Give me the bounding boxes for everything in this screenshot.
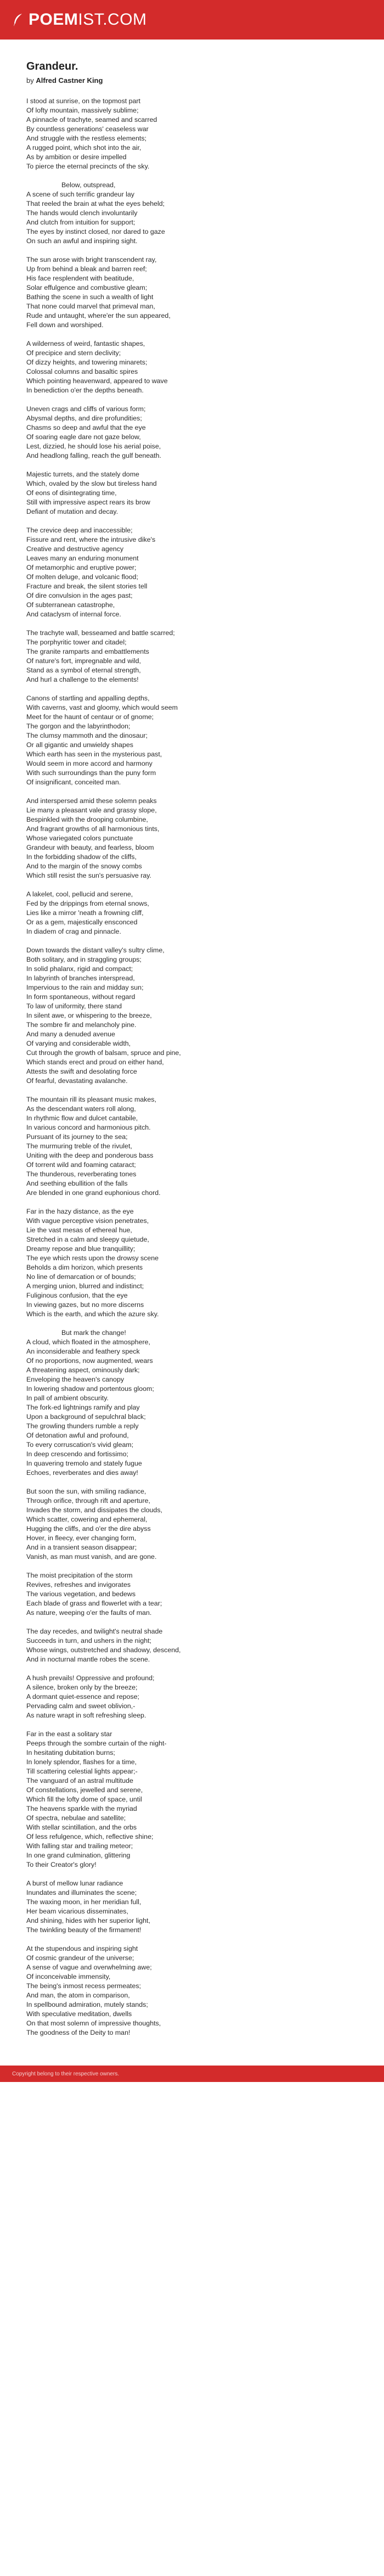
poem-line: An inconsiderable and feathery speck <box>26 1348 140 1355</box>
poem-line: Bespinkled with the drooping columbine, <box>26 816 148 823</box>
poem-line: By countless generations' ceaseless war <box>26 125 149 133</box>
poem-line: Inundates and illuminates the scene; <box>26 1889 137 1896</box>
poem-line: Of detonation awful and profound, <box>26 1432 129 1439</box>
author-link[interactable]: Alfred Castner King <box>36 76 103 85</box>
poem-line: As by ambition or desire impelled <box>26 153 127 161</box>
poem-line: A wilderness of weird, fantastic shapes, <box>26 340 145 347</box>
stanza <box>26 1095 358 1198</box>
poem-line: Whose variegated colors punctuate <box>26 834 133 842</box>
poem-line: Grandeur with beauty, and fearless, bloom <box>26 844 154 851</box>
poem-line: A scene of such terrific grandeur lay <box>26 190 134 198</box>
site-header <box>0 0 384 40</box>
poem-line: The day recedes, and twilight's neutral shade <box>26 1627 163 1635</box>
poem-line: Stand as a symbol of eternal strength, <box>26 666 141 674</box>
poem-line: Solar effulgence and combustive gleam; <box>26 284 148 291</box>
poem-line: In rhythmic flow and dulcet cantabile, <box>26 1114 138 1122</box>
poem-line: And in nocturnal mantle robes the scene. <box>26 1655 150 1663</box>
poem-line: Lie the vast mesas of ethereal hue, <box>26 1226 132 1234</box>
poem-line: In various concord and harmonious pitch. <box>26 1124 151 1131</box>
poem-line: In deep crescendo and fortissimo; <box>26 1450 128 1458</box>
poem-line: And interspersed amid these solemn peaks <box>26 797 157 805</box>
poem-line: Which earth has seen in the mysterious past, <box>26 750 162 758</box>
poem-line: The vanguard of an astral multitude <box>26 1777 133 1784</box>
poem-line: Of fearful, devastating avalanche. <box>26 1077 128 1085</box>
poem-line: Which, ovaled by the slow but tireless hand <box>26 480 157 487</box>
poem-title: Grandeur. <box>26 60 78 72</box>
logo-text-bold: POEM <box>29 10 78 29</box>
poem-line: The granite ramparts and embattlements <box>26 648 149 655</box>
poem-line: The eye which rests upon the drowsy scene <box>26 1254 159 1262</box>
poem-line: The trachyte wall, besseamed and battle scarred; <box>26 629 175 637</box>
poem-line: In quavering tremolo and stately fugue <box>26 1460 142 1467</box>
author-line <box>26 76 358 85</box>
poem-line: And many a denuded avenue <box>26 1030 115 1038</box>
stanza <box>26 1944 358 2038</box>
poem-line: Which still resist the sun's persuasive ray. <box>26 872 151 879</box>
poem-line: And struggle with the restless elements; <box>26 134 147 142</box>
poem-line: Or as a gem, majestically ensconced <box>26 918 138 926</box>
poem-line: Uneven crags and cliffs of various form; <box>26 405 146 413</box>
poem-line: Upon a background of sepulchral black; <box>26 1413 146 1421</box>
site-footer <box>0 2066 384 2082</box>
stanza <box>26 255 358 330</box>
by-label: by <box>26 76 34 85</box>
poem-line: Below, outspread, <box>61 181 116 189</box>
poem-line: Invades the storm, and dissipates the clouds, <box>26 1506 162 1514</box>
stanza <box>26 97 358 171</box>
poem-line: The fork-ed lightnings ramify and play <box>26 1404 140 1411</box>
poem-line: A dormant quiet-essence and repose; <box>26 1693 139 1701</box>
poem-line: Of varying and considerable width, <box>26 1040 131 1047</box>
poem-line: A burst of mellow lunar radiance <box>26 1879 123 1887</box>
poem-line: Creative and destructive agency <box>26 545 124 553</box>
poem-line: Each blade of grass and flowerlet with a tear; <box>26 1600 162 1607</box>
poem-line: Attests the swift and desolating force <box>26 1068 137 1075</box>
poem-line: Of precipice and stern declivity; <box>26 349 121 357</box>
poem-line: With caverns, vast and gloomy, which would seem <box>26 704 178 711</box>
poem-line: With stellar scintillation, and the orbs <box>26 1823 137 1831</box>
poem-line: And man, the atom in comparison, <box>26 1991 130 1999</box>
poem-line: Till scattering celestial lights appear;- <box>26 1767 138 1775</box>
poem-line: The clumsy mammoth and the dinosaur; <box>26 732 148 739</box>
stanza <box>26 1879 358 1935</box>
poem-line: A cloud, which floated in the atmosphere, <box>26 1338 150 1346</box>
poem-line: A sense of vague and overwhelming awe; <box>26 1963 152 1971</box>
stanza <box>26 470 358 517</box>
stanza <box>26 405 358 461</box>
poem-line: Of constellations, jewelled and serene, <box>26 1786 143 1794</box>
poem-line: And hurl a challenge to the elements! <box>26 676 139 683</box>
poem-line: The various vegetation, and bedews <box>26 1590 136 1598</box>
poem-line: Peeps through the sombre curtain of the night- <box>26 1739 167 1747</box>
poem-line: A lakelet, cool, pellucid and serene, <box>26 890 133 898</box>
poem-line: In spellbound admiration, mutely stands; <box>26 2001 148 2008</box>
poem-line: Fissure and rent, where the intrusive dike's <box>26 536 156 543</box>
poem-line: I stood at sunrise, on the topmost part <box>26 97 141 105</box>
stanza <box>26 946 358 1086</box>
stanza <box>26 1627 358 1664</box>
logo-text-light: IST.COM <box>78 10 147 29</box>
poem-line: Fed by the drippings from eternal snows, <box>26 900 149 907</box>
poem-line: And headlong falling, reach the gulf beneath. <box>26 452 161 459</box>
poem-line: Still with impressive aspect rears its brow <box>26 498 150 506</box>
poem-line: With speculative meditation, dwells <box>26 2010 132 2018</box>
poem-line: Rude and untaught, where'er the sun appeared, <box>26 312 171 319</box>
poem-line: Lies like a mirror 'neath a frowning cliff, <box>26 909 144 917</box>
poem-line: Abysmal depths, and dire profundities; <box>26 414 142 422</box>
stanza <box>26 890 358 936</box>
poem-line: Of lofty mountain, massively sublime; <box>26 106 139 114</box>
poem-line: Of molten deluge, and volcanic flood; <box>26 573 138 581</box>
poem-line: Of eons of disintegrating time, <box>26 489 117 497</box>
poem-line: As nature, weeping o'er the faults of man. <box>26 1609 152 1617</box>
poem-line: Which stands erect and proud on either hand, <box>26 1058 164 1066</box>
poem-body <box>26 97 358 2038</box>
poem-line: Through orifice, through rift and aperture, <box>26 1497 150 1505</box>
poem-line: Of cosmic grandeur of the universe; <box>26 1954 134 1962</box>
stanza <box>26 526 358 619</box>
poem-line: With vague perceptive vision penetrates, <box>26 1217 149 1225</box>
poem-line: Colossal columns and basaltic spires <box>26 368 138 375</box>
poem-line: Uniting with the deep and ponderous bass <box>26 1152 154 1159</box>
poem-line: On such an awful and inspiring sight. <box>26 237 138 245</box>
poem-line: Whose wings, outstretched and shadowy, descend, <box>26 1646 181 1654</box>
poem-line: Which pointing heavenward, appeared to wave <box>26 377 168 385</box>
poem-line: But soon the sun, with smiling radiance, <box>26 1488 146 1495</box>
poem-line: Far in the hazy distance, as the eye <box>26 1208 134 1215</box>
poem-line: A hush prevails! Oppressive and profound; <box>26 1674 155 1682</box>
poem-line: In labyrinth of branches interspread, <box>26 974 135 982</box>
poem-line: Of dire convulsion in the ages past; <box>26 592 133 599</box>
poem-line: Lest, dizzied, he should lose his aerial poise, <box>26 442 161 450</box>
poem-line: The waxing moon, in her meridian full, <box>26 1898 142 1906</box>
stanza <box>26 1674 358 1720</box>
poem-line: Majestic turrets, and the stately dome <box>26 470 139 478</box>
poem-line: The eyes by instinct closed, nor dared to gaze <box>26 228 165 235</box>
poem-line: As the descendant waters roll along, <box>26 1105 136 1113</box>
poem-line: Leaves many an enduring monument <box>26 554 139 562</box>
poem-line: The gorgon and the labyrinthodon; <box>26 722 131 730</box>
poem-line: The moist precipitation of the storm <box>26 1572 133 1579</box>
poem-line: With falling star and trailing meteor; <box>26 1842 133 1850</box>
poem-line: With such surroundings than the puny form <box>26 769 156 777</box>
poem-line: And cataclysm of internal force. <box>26 610 121 618</box>
poem-line: Of inconceivable immensity, <box>26 1973 111 1980</box>
poem-line: Of metamorphic and eruptive power; <box>26 564 137 571</box>
poem-line: A rugged point, which shot into the air, <box>26 144 142 151</box>
poem-line: In silent awe, or whispering to the breeze, <box>26 1012 152 1019</box>
poem-line: And clutch from intuition for support; <box>26 218 135 226</box>
poem-line: Would seem in more accord and harmony <box>26 760 153 767</box>
poem-line: Lie many a pleasant vale and grassy slope, <box>26 806 157 814</box>
poem-line: The murmuring treble of the rivulet, <box>26 1142 132 1150</box>
poem-line: In one grand culmination, glittering <box>26 1851 131 1859</box>
poem-line: Defiant of mutation and decay. <box>26 508 118 515</box>
quill-icon <box>12 13 24 27</box>
stanza <box>26 181 358 246</box>
copyright-text: Copyright belong to their respective owners. <box>12 2070 120 2077</box>
poem-line: The thunderous, reverberating tones <box>26 1170 137 1178</box>
poem-line: Pursuant of its journey to the sea; <box>26 1133 128 1141</box>
poem-line: In viewing gazes, but no more discerns <box>26 1301 144 1309</box>
poem-line: The mountain rill its pleasant music makes, <box>26 1096 156 1103</box>
poem-line: In the forbidding shadow of the cliffs, <box>26 853 137 861</box>
poem-line: That none could marvel that primeval man, <box>26 302 155 310</box>
poem-line: At the stupendous and inspiring sight <box>26 1945 138 1952</box>
poem-line: In pall of ambient obscurity. <box>26 1394 109 1402</box>
poem-line: But mark the change! <box>61 1329 126 1337</box>
site-logo[interactable] <box>12 10 147 29</box>
poem-line: In solid phalanx, rigid and compact; <box>26 965 133 973</box>
poem-line: The twinkling beauty of the firmament! <box>26 1926 142 1934</box>
poem-line: The hands would clench involuntarily <box>26 209 138 217</box>
poem-line: Enveloping the heaven's canopy <box>26 1376 125 1383</box>
poem-line: The being's inmost recess permeates; <box>26 1982 141 1990</box>
poem-line: In benediction o'er the depths beneath. <box>26 386 144 394</box>
poem-line: In lowering shadow and portentous gloom; <box>26 1385 154 1393</box>
poem-line: Hugging the cliffs, and o'er the dire abyss <box>26 1525 151 1533</box>
poem-line: The goodness of the Deity to man! <box>26 2029 131 2036</box>
poem-line: A threatening aspect, ominously dark; <box>26 1366 140 1374</box>
poem-line: A merging union, blurred and indistinct; <box>26 1282 144 1290</box>
poem-line: Which is the earth, and which the azure sky. <box>26 1310 159 1318</box>
poem-line: Fracture and break, the silent stories tell <box>26 582 148 590</box>
poem-line: Of dizzy heights, and towering minarets; <box>26 358 148 366</box>
poem-line: And seething ebullition of the falls <box>26 1180 128 1187</box>
poem-line: Canons of startling and appalling depths, <box>26 694 150 702</box>
poem-line: Of torrent wild and foaming cataract; <box>26 1161 136 1169</box>
poem-line: To pierce the eternal precincts of the sky. <box>26 162 150 170</box>
poem-line: The growling thunders rumble a reply <box>26 1422 139 1430</box>
poem-line: As nature wrapt in soft refreshing sleep. <box>26 1711 146 1719</box>
poem-line: Vanish, as man must vanish, and are gone. <box>26 1553 157 1561</box>
poem-line: Succeeds in turn, and ushers in the night; <box>26 1637 151 1645</box>
poem-line: Of no proportions, now augmented, wears <box>26 1357 153 1365</box>
poem-line: Chasms so deep and awful that the eye <box>26 424 146 431</box>
stanza <box>26 1328 358 1478</box>
poem-line: In form spontaneous, without regard <box>26 993 135 1001</box>
poem-line: Stretched in a calm and sleepy quietude, <box>26 1236 149 1243</box>
poem-line: Of nature's fort, impregnable and wild, <box>26 657 141 665</box>
poem-line: Up from behind a bleak and barren reef; <box>26 265 147 273</box>
poem-line: In hesitating dubitation burns; <box>26 1749 115 1756</box>
poem-line: The crevice deep and inaccessible; <box>26 526 133 534</box>
stanza <box>26 628 358 684</box>
poem-line: Both solitary, and in straggling groups; <box>26 956 142 963</box>
poem-line: Echoes, reverberates and dies away! <box>26 1469 138 1477</box>
poem-line: Of spectra, nebulae and satellite; <box>26 1814 126 1822</box>
poem-line: No line of demarcation or of bounds; <box>26 1273 136 1281</box>
stanza <box>26 1207 358 1319</box>
poem-line: To every corruscation's vivid gleam; <box>26 1441 134 1449</box>
poem-line: And shining, hides with her superior light, <box>26 1917 150 1924</box>
poem-line: Of insignificant, conceited man. <box>26 778 121 786</box>
poem-line: Hover, in fleecy, ever changing form, <box>26 1534 137 1542</box>
poem-line: The porphyritic tower and citadel; <box>26 638 127 646</box>
poem-line: Fuliginous confusion, that the eye <box>26 1292 128 1299</box>
poem-line: In lonely splendor, flashes for a time, <box>26 1758 137 1766</box>
poem-line: The heavens sparkle with the myriad <box>26 1805 137 1812</box>
stanza <box>26 1487 358 1562</box>
poem-line: A silence, broken only by the breeze; <box>26 1683 138 1691</box>
poem-line: To law of uniformity, there stand <box>26 1002 122 1010</box>
poem-line: Are blended in one grand euphonious chord. <box>26 1189 161 1197</box>
poem-line: Down towards the distant valley's sultry clime, <box>26 946 165 954</box>
poem-line: Cut through the growth of balsam, spruce and pine, <box>26 1049 181 1057</box>
stanza <box>26 339 358 395</box>
poem-line: Far in the east a solitary star <box>26 1730 112 1738</box>
poem-line: Meet for the haunt of centaur or of gnome; <box>26 713 154 721</box>
poem-line: His face resplendent with beatitude, <box>26 274 134 282</box>
poem-line: Which fill the lofty dome of space, until <box>26 1795 142 1803</box>
poem-line: Which scatter, cowering and ephemeral, <box>26 1516 148 1523</box>
poem-line: Dreamy repose and blue tranquillity; <box>26 1245 135 1253</box>
poem-line: Of subterranean catastrophe, <box>26 601 115 609</box>
poem-line: Beholds a dim horizon, which presents <box>26 1264 143 1271</box>
poem-line: A pinnacle of trachyte, seamed and scarred <box>26 116 157 124</box>
stanza <box>26 1571 358 1618</box>
poem-line: The sun arose with bright transcendent ray, <box>26 256 157 263</box>
poem-line: And fragrant growths of all harmonious tints, <box>26 825 160 833</box>
stanza <box>26 796 358 880</box>
poem-line: Of less refulgence, which, reflective shine; <box>26 1833 154 1840</box>
stanza <box>26 1730 358 1870</box>
poem-line: Impervious to the rain and midday sun; <box>26 984 144 991</box>
poem-line: The sombre fir and melancholy pine. <box>26 1021 137 1029</box>
poem-line: Of soaring eagle dare not gaze below, <box>26 433 141 441</box>
poem-line: Her beam vicarious disseminates, <box>26 1907 128 1915</box>
poem-content <box>0 40 384 2060</box>
poem-line: Pervading calm and sweet oblivion,- <box>26 1702 135 1710</box>
poem-line: And in a transient season disappear; <box>26 1544 137 1551</box>
poem-line: In diadem of crag and pinnacle. <box>26 928 121 935</box>
poem-line: Or all gigantic and unwieldy shapes <box>26 741 133 749</box>
poem-line: And to the margin of the snowy combs <box>26 862 142 870</box>
poem-line: On that most solemn of impressive thoughts, <box>26 2019 161 2027</box>
stanza <box>26 694 358 787</box>
poem-line: To their Creator's glory! <box>26 1861 97 1868</box>
poem-line: Revives, refreshes and invigorates <box>26 1581 131 1589</box>
poem-line: Bathing the scene in such a wealth of light <box>26 293 154 301</box>
poem-line: Fell down and worshiped. <box>26 321 104 329</box>
poem-line: That reeled the brain at what the eyes beheld; <box>26 200 165 207</box>
